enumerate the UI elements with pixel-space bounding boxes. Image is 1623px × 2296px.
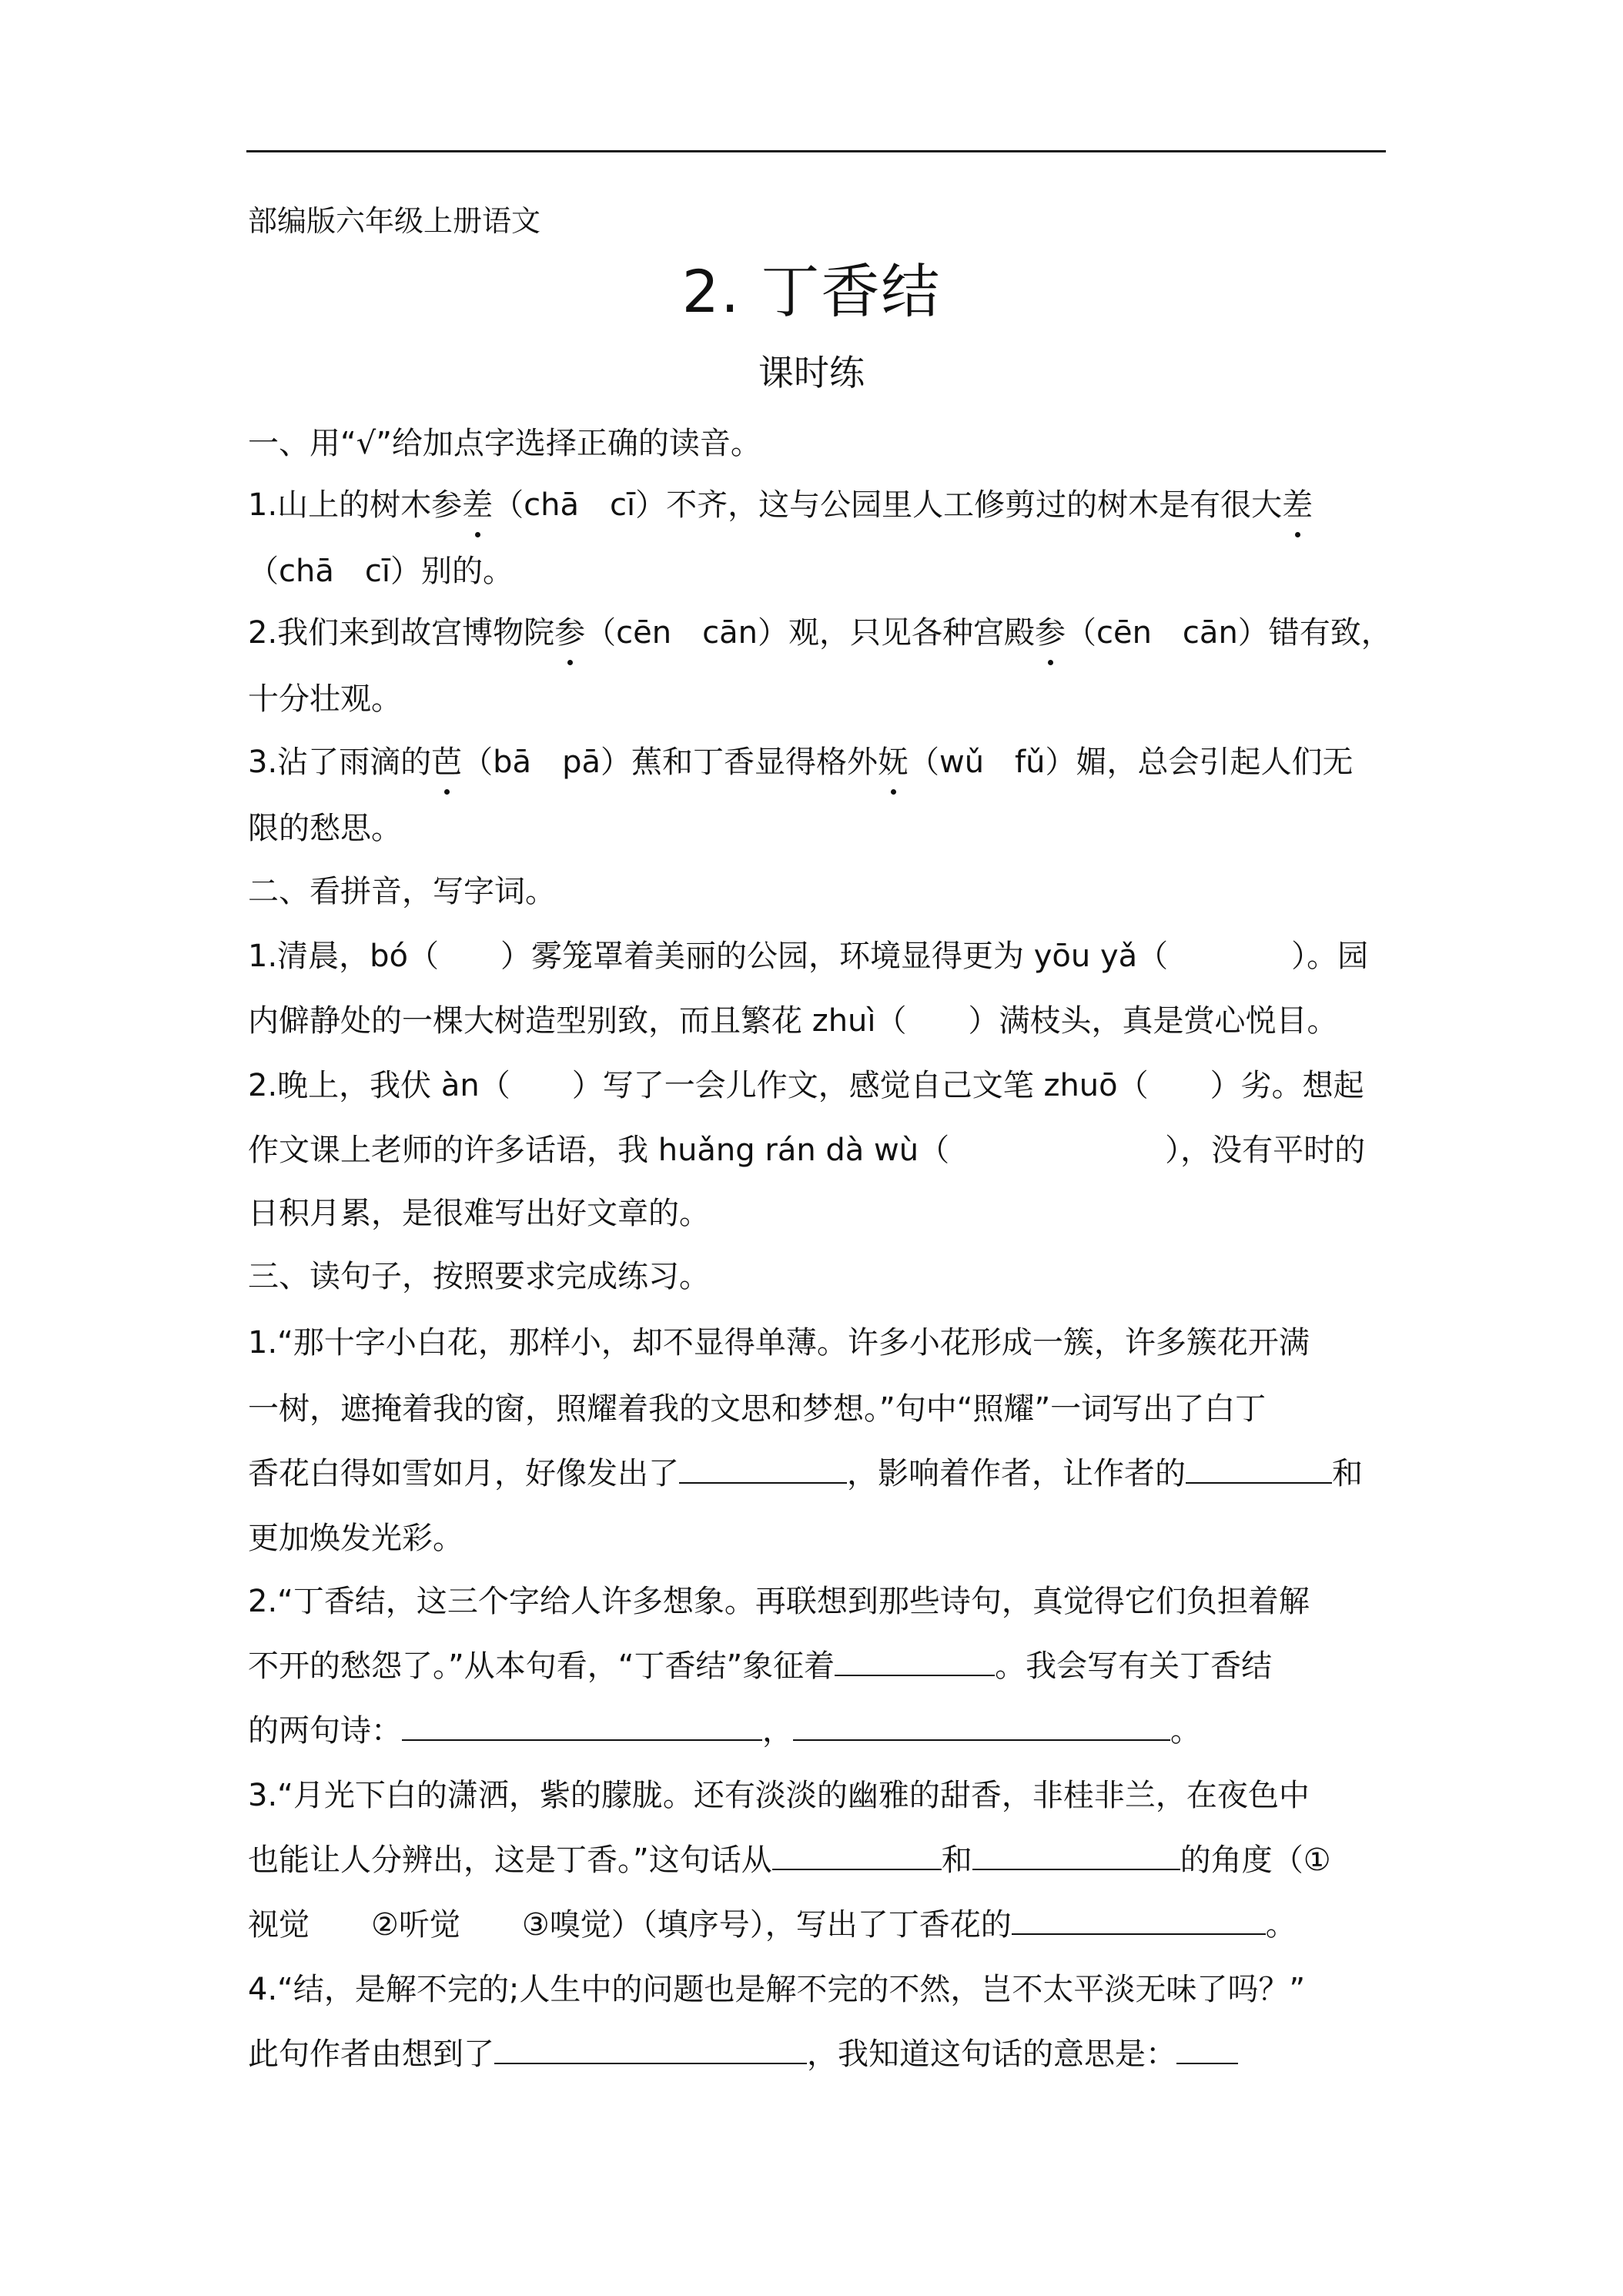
s3-q2-text-c3: 。 — [1170, 1713, 1201, 1749]
s3-q2-text-c1: 的两句诗： — [248, 1713, 402, 1749]
s3-q1-line2: 一树，遮掩着我的窗，照耀着我的文思和梦想。”句中“照耀”一词写出了白丁 — [248, 1391, 1267, 1427]
s1-q1-dotted-char-1: 差 — [462, 482, 493, 528]
s3-q1-text-c3: 和 — [1332, 1456, 1363, 1491]
s3-q2-text-b2: 。我会写有关丁香结 — [995, 1648, 1273, 1684]
answer-blank[interactable] — [793, 1709, 1170, 1741]
answer-blank[interactable] — [679, 1451, 847, 1484]
s1-q2-dotted-char-2: 参 — [1035, 610, 1066, 656]
section3-heading: 三、读句子，按照要求完成练习。 — [248, 1259, 710, 1294]
page-subtitle: 课时练 — [758, 352, 865, 393]
answer-blank[interactable] — [1176, 2032, 1238, 2064]
s3-q3-text-b1: 也能让人分辨出，这是丁香。”这句话从 — [248, 1842, 772, 1878]
s2-q2-line2: 作文课上老师的许多话语，我 huǎng rán dà wù（ ），没有平时的 — [248, 1133, 1366, 1168]
answer-blank[interactable] — [402, 1709, 762, 1741]
s1-q2-text-b: （cēn cān）观，只见各种宫殿 — [585, 615, 1035, 651]
s2-q1-line1: 1.清晨，bó（ ）雾笼罩着美丽的公园，环境显得更为 yōu yǎ（ ）。园 — [248, 939, 1369, 974]
s1-q2-line1 — [248, 610, 1395, 656]
answer-blank[interactable] — [835, 1644, 995, 1676]
s3-q3-line2 — [248, 1837, 1395, 1883]
s1-q1-line1 — [248, 482, 1395, 528]
s3-q2-line3 — [248, 1708, 1395, 1754]
s3-q1-line4: 更加焕发光彩。 — [248, 1521, 463, 1556]
s3-q3-text-b2: 和 — [941, 1842, 972, 1878]
header-rule — [246, 150, 1386, 152]
s2-q1-line2: 内僻静处的一棵大树造型别致，而且繁花 zhuì（ ）满枝头，真是赏心悦目。 — [248, 1003, 1338, 1039]
s1-q2-text-a: 2.我们来到故宫博物院 — [248, 615, 555, 651]
s1-q3-text-a: 3.沾了雨滴的 — [248, 745, 432, 780]
s1-q3-line1 — [248, 739, 1395, 785]
s3-q2-line1: 2.“丁香结，这三个字给人许多想象。再联想到那些诗句，真觉得它们负担着解 — [248, 1584, 1310, 1619]
s3-q2-text-c2: ， — [762, 1713, 793, 1749]
s1-q2-line2: 十分壮观。 — [248, 681, 402, 717]
page-title: 2. 丁香结 — [681, 257, 942, 326]
section1-heading: 一、用“√”给加点字选择正确的读音。 — [248, 426, 761, 461]
answer-blank[interactable] — [772, 1838, 942, 1870]
subject-label: 部编版六年级上册语文 — [248, 204, 541, 238]
s3-q1-line1: 1.“那十字小白花，那样小，却不显得单薄。许多小花形成一簇，许多簇花开满 — [248, 1325, 1310, 1361]
answer-blank[interactable] — [1012, 1903, 1266, 1935]
s3-q3-text-c1: 视觉 ②听觉 ③嗅觉）（填序号），写出了丁香花的 — [248, 1907, 1012, 1943]
s1-q3-text-b: （bā pā）蕉和丁香显得格外 — [462, 745, 878, 780]
s1-q1-text-a: 1.山上的树木参 — [248, 487, 463, 523]
s1-q3-line2: 限的愁思。 — [248, 811, 402, 846]
s3-q4-line1: 4.“结，是解不完的;人生中的问题也是解不完的不然，岂不太平淡无味了吗？” — [248, 1972, 1306, 2007]
s3-q3-text-c2: 。 — [1265, 1907, 1297, 1943]
answer-blank[interactable] — [1186, 1451, 1332, 1484]
s3-q4-text-b1: 此句作者由想到了 — [248, 2037, 494, 2072]
s1-q3-text-c: （wǔ fǔ）媚，总会引起人们无 — [908, 745, 1354, 780]
answer-blank[interactable] — [972, 1838, 1180, 1870]
s3-q1-text-c1: 香花白得如雪如月，好像发出了 — [248, 1456, 679, 1491]
s1-q1-text-b: （chā cī）不齐，这与公园里人工修剪过的树木是有很大 — [493, 487, 1283, 523]
s2-q2-line1: 2.晚上，我伏 àn（ ）写了一会儿作文，感觉自己文笔 zhuō（ ）劣。想起 — [248, 1068, 1364, 1103]
s1-q1-dotted-char-2: 差 — [1282, 482, 1313, 528]
s3-q3-line1: 3.“月光下白的潇洒，紫的朦胧。还有淡淡的幽雅的甜香，非桂非兰，在夜色中 — [248, 1778, 1310, 1813]
s3-q3-line3 — [248, 1902, 1395, 1948]
s3-q4-line2 — [248, 2031, 1395, 2077]
s1-q3-dotted-char-2: 妩 — [878, 739, 909, 785]
s1-q1-line2: （chā cī）别的。 — [248, 554, 514, 589]
section2-heading: 二、看拼音，写字词。 — [248, 874, 556, 909]
s2-q2-line3: 日积月累，是很难写出好文章的。 — [248, 1196, 710, 1231]
answer-blank[interactable] — [494, 2032, 807, 2064]
s3-q4-text-b2: ，我知道这句话的意思是： — [807, 2037, 1176, 2072]
s3-q1-text-c2: ，影响着作者，让作者的 — [847, 1456, 1186, 1491]
s1-q3-dotted-char-1: 芭 — [431, 739, 462, 785]
s3-q1-line3 — [248, 1451, 1395, 1497]
s1-q2-text-c: （cēn cān）错有致， — [1065, 615, 1392, 651]
s1-q2-dotted-char-1: 参 — [554, 610, 585, 656]
s3-q2-line2 — [248, 1643, 1395, 1689]
s3-q3-text-b3: 的角度（① — [1180, 1842, 1331, 1878]
s3-q2-text-b1: 不开的愁怨了。”从本句看，“丁香结”象征着 — [248, 1648, 835, 1684]
